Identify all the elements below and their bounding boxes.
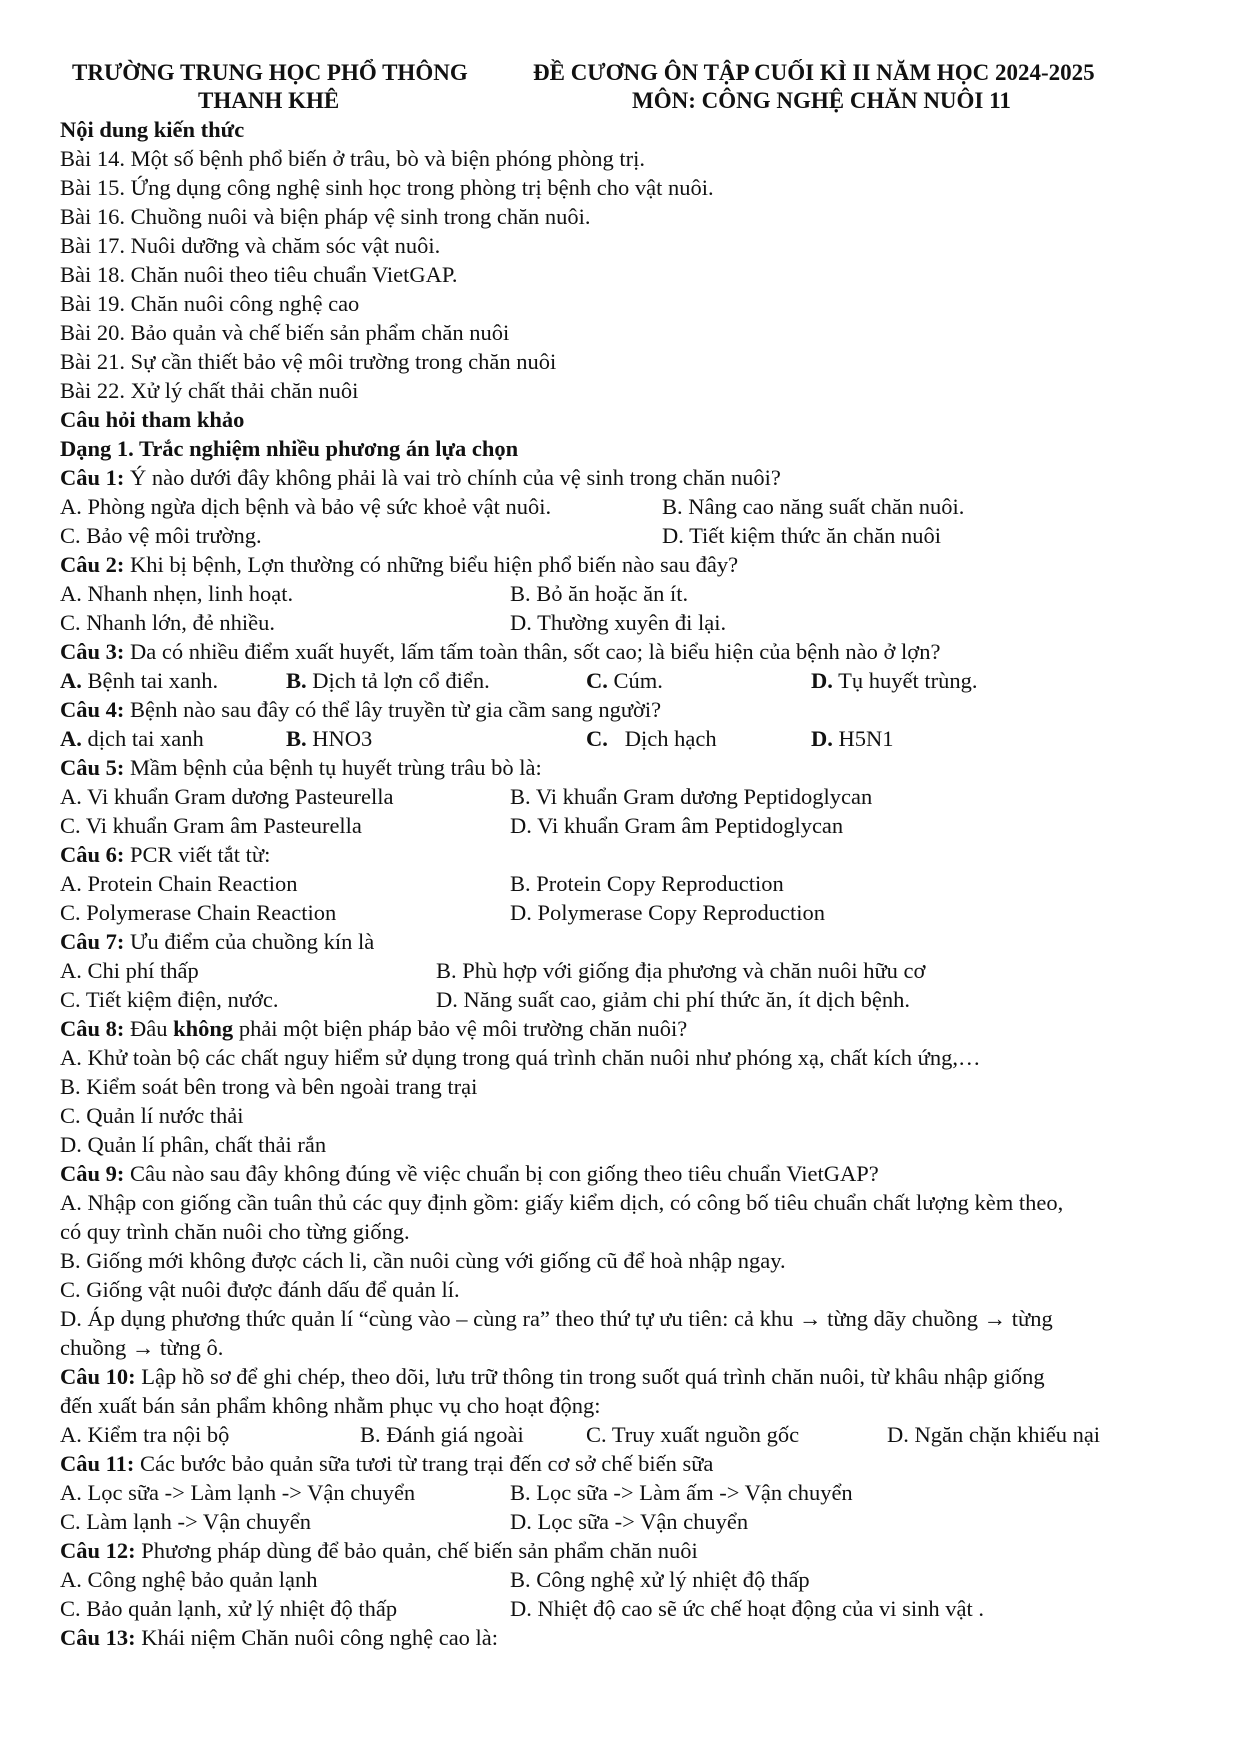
question-text: Câu nào sau đây không đúng về việc chuẩn bị con giống theo tiêu chuẩn VietGAP? bbox=[124, 1161, 879, 1186]
school-name-line1: TRƯỜNG TRUNG HỌC PHỔ THÔNG bbox=[72, 60, 468, 85]
question-text: Bệnh nào sau đây có thể lây truyền từ gia cầm sang người? bbox=[124, 697, 662, 722]
question-1 bbox=[60, 467, 781, 490]
q1-option-b: B. Nâng cao năng suất chăn nuôi. bbox=[662, 494, 965, 519]
q3-option-d: D. Tụ huyết trùng. bbox=[811, 668, 978, 693]
q11-option-a: A. Lọc sữa -> Làm lạnh -> Vận chuyển bbox=[60, 1480, 416, 1505]
q5-option-a: A. Vi khuẩn Gram dương Pasteurella bbox=[60, 784, 394, 809]
question-label: Câu 6: bbox=[60, 842, 125, 867]
question-text: Da có nhiều điểm xuất huyết, lấm tấm toàn thân, sốt cao; là biểu hiện của bệnh nào ở lợn? bbox=[124, 639, 941, 664]
q3-option-b: B. Dịch tả lợn cổ điển. bbox=[286, 668, 490, 693]
question-label: Câu 1: bbox=[60, 465, 125, 490]
question-13 bbox=[60, 1627, 498, 1650]
question-9 bbox=[60, 1163, 879, 1186]
q1-option-a: A. Phòng ngừa dịch bệnh và bảo vệ sức khoẻ vật nuôi. bbox=[60, 494, 552, 519]
q8-option-c: C. Quản lí nước thải bbox=[60, 1103, 244, 1128]
question-label: Câu 3: bbox=[60, 639, 125, 664]
q10-option-c: C. Truy xuất nguồn gốc bbox=[586, 1422, 800, 1447]
q6-option-c: C. Polymerase Chain Reaction bbox=[60, 900, 337, 925]
lesson-item: Bài 17. Nuôi dưỡng và chăm sóc vật nuôi. bbox=[60, 233, 441, 258]
question-label: Câu 8: bbox=[60, 1016, 125, 1041]
q11-option-b: B. Lọc sữa -> Làm ấm -> Vận chuyển bbox=[510, 1480, 853, 1505]
q11-option-c: C. Làm lạnh -> Vận chuyển bbox=[60, 1509, 311, 1534]
q12-option-b: B. Công nghệ xử lý nhiệt độ thấp bbox=[510, 1567, 810, 1592]
reference-heading: Câu hỏi tham khảo bbox=[60, 407, 245, 432]
q4-option-b: B. HNO3 bbox=[286, 726, 373, 751]
q7-option-a: A. Chi phí thấp bbox=[60, 958, 199, 983]
q8-option-d: D. Quản lí phân, chất thải rắn bbox=[60, 1132, 327, 1157]
lesson-item: Bài 15. Ứng dụng công nghệ sinh học trong phòng trị bệnh cho vật nuôi. bbox=[60, 175, 714, 200]
question-label: Câu 2: bbox=[60, 552, 125, 577]
question-text: PCR viết tắt từ: bbox=[124, 842, 271, 867]
q9-option-d: D. Áp dụng phương thức quản lí “cùng vào – cùng ra” theo thứ tự ưu tiên: cả khu → từng dãy chuồng → từng bbox=[60, 1306, 1053, 1331]
lesson-item: Bài 21. Sự cần thiết bảo vệ môi trường trong chăn nuôi bbox=[60, 349, 557, 374]
lesson-item: Bài 18. Chăn nuôi theo tiêu chuẩn VietGAP. bbox=[60, 262, 458, 287]
q4-option-a: A. dịch tai xanh bbox=[60, 726, 204, 751]
q2-option-c: C. Nhanh lớn, đẻ nhiều. bbox=[60, 610, 275, 635]
question-7 bbox=[60, 931, 374, 954]
question-3 bbox=[60, 641, 940, 664]
q6-option-b: B. Protein Copy Reproduction bbox=[510, 871, 784, 896]
question-text: Mầm bệnh của bệnh tụ huyết trùng trâu bò là: bbox=[124, 755, 542, 780]
lesson-item: Bài 14. Một số bệnh phổ biến ở trâu, bò và biện phóng phòng trị. bbox=[60, 146, 645, 171]
question-5 bbox=[60, 757, 542, 780]
doc-title-line2: MÔN: CÔNG NGHỆ CHĂN NUÔI 11 bbox=[632, 88, 1011, 113]
q1-option-d: D. Tiết kiệm thức ăn chăn nuôi bbox=[662, 523, 942, 548]
question-label: Câu 5: bbox=[60, 755, 125, 780]
q6-option-a: A. Protein Chain Reaction bbox=[60, 871, 298, 896]
lesson-item: Bài 19. Chăn nuôi công nghệ cao bbox=[60, 291, 360, 316]
q6-option-d: D. Polymerase Copy Reproduction bbox=[510, 900, 825, 925]
q5-option-b: B. Vi khuẩn Gram dương Peptidoglycan bbox=[510, 784, 873, 809]
q3-option-c: C. Cúm. bbox=[586, 668, 663, 693]
question-text: Các bước bảo quản sữa tươi từ trang trại đến cơ sở chế biến sữa bbox=[134, 1451, 714, 1476]
question-label: Câu 11: bbox=[60, 1451, 135, 1476]
q4-option-c: C. Dịch hạch bbox=[586, 726, 717, 751]
q10-option-d: D. Ngăn chặn khiếu nại bbox=[887, 1422, 1101, 1447]
question-2 bbox=[60, 554, 738, 577]
q11-option-d: D. Lọc sữa -> Vận chuyển bbox=[510, 1509, 749, 1534]
question-label: Câu 10: bbox=[60, 1364, 136, 1389]
question-11 bbox=[60, 1453, 713, 1476]
question-label: Câu 4: bbox=[60, 697, 125, 722]
question-text: Khái niệm Chăn nuôi công nghệ cao là: bbox=[135, 1625, 499, 1650]
school-name-line2: THANH KHÊ bbox=[198, 88, 340, 113]
question-text: Ưu điểm của chuồng kín là bbox=[124, 929, 375, 954]
q7-option-d: D. Năng suất cao, giảm chi phí thức ăn, ít dịch bệnh. bbox=[436, 987, 910, 1012]
question-label: Câu 7: bbox=[60, 929, 125, 954]
question-6 bbox=[60, 844, 270, 867]
question-10-cont: đến xuất bán sản phẩm không nhằm phục vụ cho hoạt động: bbox=[60, 1393, 601, 1418]
lesson-item: Bài 22. Xử lý chất thải chăn nuôi bbox=[60, 378, 359, 403]
question-text: Ý nào dưới đây không phải là vai trò chính của vệ sinh trong chăn nuôi? bbox=[124, 465, 781, 490]
content-heading: Nội dung kiến thức bbox=[60, 117, 245, 142]
q7-option-b: B. Phù hợp với giống địa phương và chăn nuôi hữu cơ bbox=[436, 958, 926, 983]
question-10 bbox=[60, 1366, 1045, 1389]
q1-option-c: C. Bảo vệ môi trường. bbox=[60, 523, 262, 548]
lesson-item: Bài 20. Bảo quản và chế biến sản phẩm chăn nuôi bbox=[60, 320, 510, 345]
question-4 bbox=[60, 699, 661, 722]
q9-option-d-cont: chuồng → từng ô. bbox=[60, 1335, 224, 1360]
question-text: Lập hồ sơ để ghi chép, theo dõi, lưu trữ thông tin trong suốt quá trình chăn nuôi, từ khâu nhập giống bbox=[135, 1364, 1045, 1389]
doc-title-line1: ĐỀ CƯƠNG ÔN TẬP CUỐI KÌ II NĂM HỌC 2024-2025 bbox=[533, 60, 1095, 85]
q9-option-b: B. Giống mới không được cách li, cần nuôi cùng với giống cũ để hoà nhập ngay. bbox=[60, 1248, 786, 1273]
q2-option-a: A. Nhanh nhẹn, linh hoạt. bbox=[60, 581, 294, 606]
q8-option-a: A. Khử toàn bộ các chất nguy hiểm sử dụng trong quá trình chăn nuôi như phóng xạ, chất kích ứng,… bbox=[60, 1045, 981, 1070]
question-text: Phương pháp dùng để bảo quản, chế biến sản phẩm chăn nuôi bbox=[135, 1538, 698, 1563]
q9-option-c: C. Giống vật nuôi được đánh dấu để quản lí. bbox=[60, 1277, 460, 1302]
q4-option-d: D. H5N1 bbox=[811, 726, 894, 751]
lesson-item: Bài 16. Chuồng nuôi và biện pháp vệ sinh trong chăn nuôi. bbox=[60, 204, 591, 229]
q2-option-b: B. Bỏ ăn hoặc ăn ít. bbox=[510, 581, 689, 606]
q8-option-b: B. Kiểm soát bên trong và bên ngoài trang trại bbox=[60, 1074, 478, 1099]
question-text: Khi bị bệnh, Lợn thường có những biểu hiện phổ biến nào sau đây? bbox=[124, 552, 739, 577]
q5-option-c: C. Vi khuẩn Gram âm Pasteurella bbox=[60, 813, 362, 838]
question-label: Câu 9: bbox=[60, 1161, 125, 1186]
q12-option-d: D. Nhiệt độ cao sẽ ức chế hoạt động của vi sinh vật . bbox=[510, 1596, 984, 1621]
question-12 bbox=[60, 1540, 698, 1563]
question-label: Câu 13: bbox=[60, 1625, 136, 1650]
q12-option-c: C. Bảo quản lạnh, xử lý nhiệt độ thấp bbox=[60, 1596, 398, 1621]
question-type-heading: Dạng 1. Trắc nghiệm nhiều phương án lựa chọn bbox=[60, 436, 519, 461]
q9-option-a-cont: có quy trình chăn nuôi cho từng giống. bbox=[60, 1219, 410, 1244]
q3-option-a: A. Bệnh tai xanh. bbox=[60, 668, 219, 693]
q2-option-d: D. Thường xuyên đi lại. bbox=[510, 610, 727, 635]
q9-option-a: A. Nhập con giống cần tuân thủ các quy định gồm: giấy kiểm dịch, có công bố tiêu chuẩn chất lượng kèm theo, bbox=[60, 1190, 1064, 1215]
q10-option-a: A. Kiểm tra nội bộ bbox=[60, 1422, 230, 1447]
q10-option-b: B. Đánh giá ngoài bbox=[360, 1422, 524, 1447]
q5-option-d: D. Vi khuẩn Gram âm Peptidoglycan bbox=[510, 813, 844, 838]
q12-option-a: A. Công nghệ bảo quản lạnh bbox=[60, 1567, 318, 1592]
q7-option-c: C. Tiết kiệm điện, nước. bbox=[60, 987, 279, 1012]
question-8: Câu 8: Đâu không phải một biện pháp bảo vệ môi trường chăn nuôi? bbox=[60, 1016, 688, 1041]
question-label: Câu 12: bbox=[60, 1538, 136, 1563]
